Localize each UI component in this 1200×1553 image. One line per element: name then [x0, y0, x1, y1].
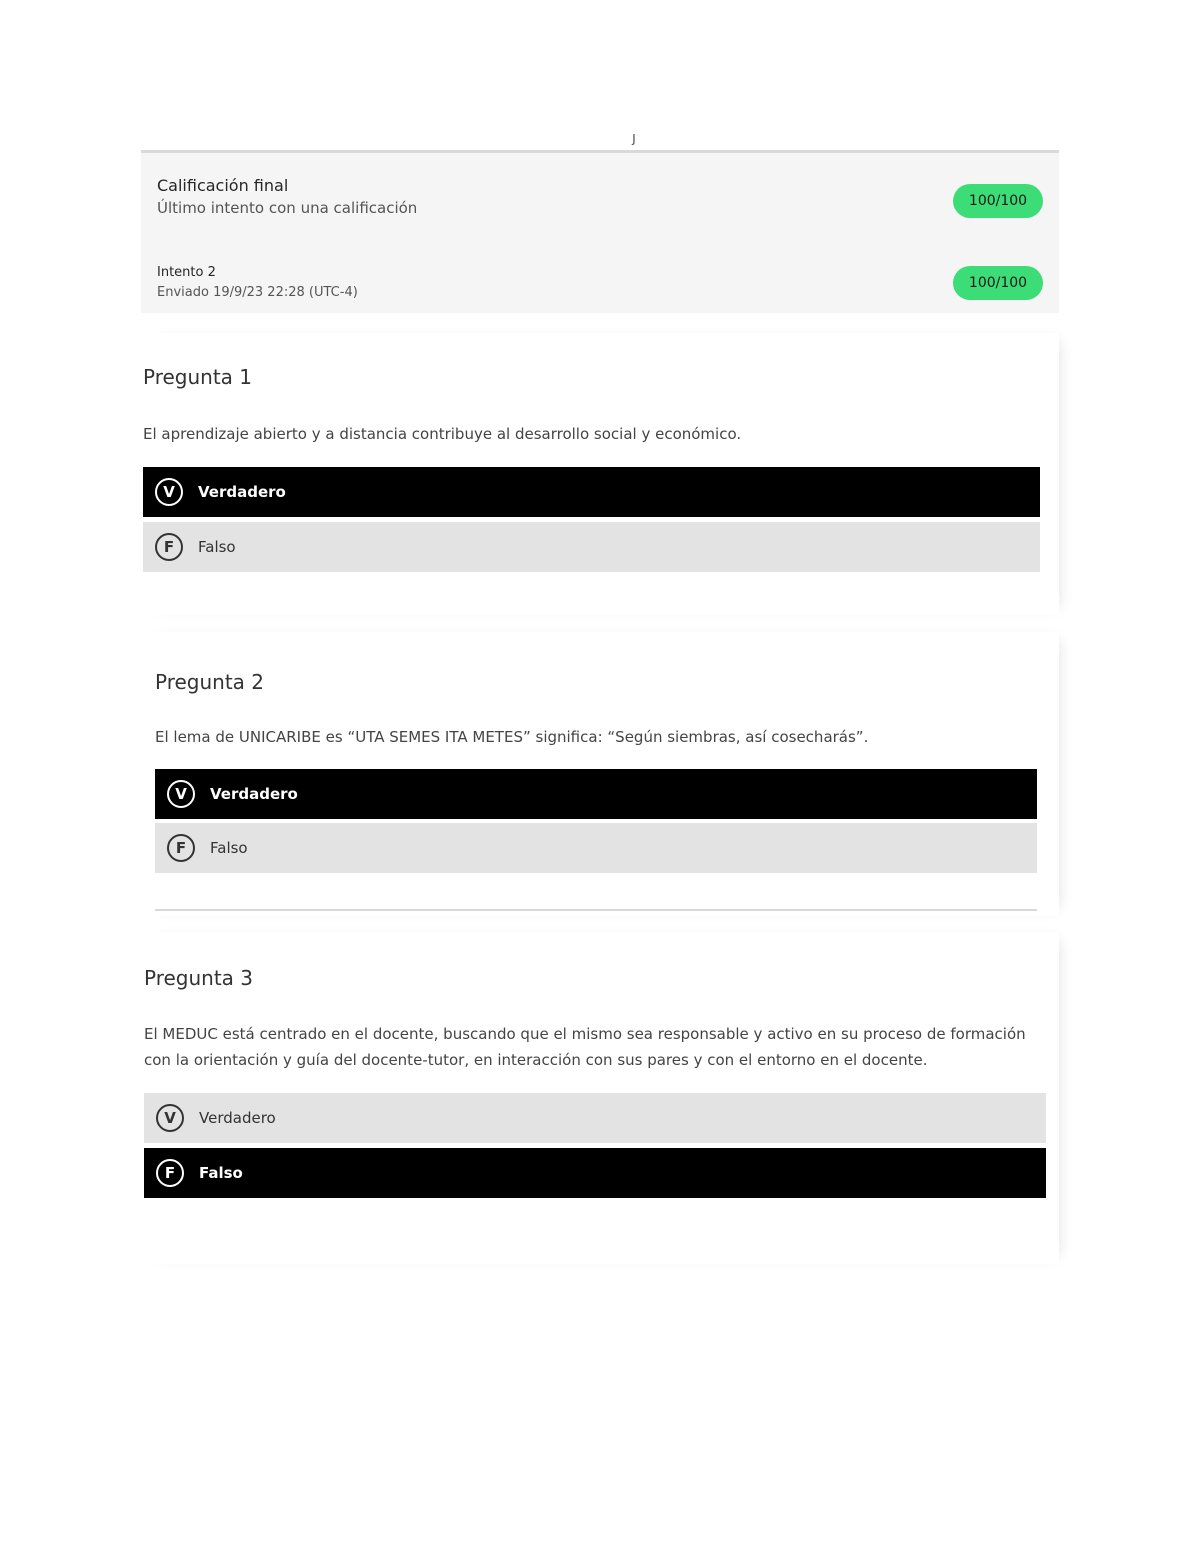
final-grade-subtitle: Último intento con una calificación — [157, 199, 418, 217]
option-label: Verdadero — [198, 483, 286, 501]
option-label: Falso — [199, 1164, 243, 1182]
f-letter-icon: F — [167, 834, 195, 862]
option-label: Verdadero — [199, 1109, 276, 1127]
option-label: Verdadero — [210, 785, 298, 803]
question-heading: Pregunta 3 — [144, 966, 254, 990]
question-heading: Pregunta 1 — [143, 365, 253, 389]
f-letter-icon: F — [155, 533, 183, 561]
v-letter-icon: V — [155, 478, 183, 506]
option-false[interactable] — [143, 522, 1040, 572]
v-letter-icon: V — [167, 780, 195, 808]
attempt-title: Intento 2 — [157, 265, 216, 280]
question-text: El MEDUC está centrado en el docente, buscando que el mismo sea responsable y activo en su proceso de formación con la orientación y guía del docente-tutor, en interacción con sus pares y con el entorno en el docente. — [144, 1025, 1026, 1069]
v-letter-icon: V — [156, 1104, 184, 1132]
question-card-2 — [141, 632, 1059, 916]
option-true[interactable] — [144, 1093, 1046, 1143]
f-letter-icon: F — [156, 1159, 184, 1187]
attempt-submitted-date: Enviado 19/9/23 22:28 (UTC-4) — [157, 285, 358, 300]
question-card-3 — [141, 932, 1059, 1264]
option-true[interactable] — [155, 769, 1037, 819]
grade-summary-panel — [141, 153, 1059, 313]
attempt-row[interactable] — [157, 263, 1043, 303]
final-grade-row — [157, 175, 1043, 225]
option-false[interactable] — [144, 1148, 1046, 1198]
final-grade-title: Calificación final — [157, 176, 289, 195]
question-card-1 — [141, 333, 1059, 615]
question-heading: Pregunta 2 — [155, 670, 265, 694]
attempt-score-badge: 100/100 — [953, 266, 1043, 300]
header-partial-glyph: ȷ — [632, 130, 636, 146]
final-score-badge: 100/100 — [953, 184, 1043, 218]
option-true[interactable] — [143, 467, 1040, 517]
question-text: El aprendizaje abierto y a distancia contribuye al desarrollo social y económico. — [143, 425, 742, 443]
option-label: Falso — [210, 839, 248, 857]
option-label: Falso — [198, 538, 236, 556]
option-false[interactable] — [155, 823, 1037, 873]
question-text: El lema de UNICARIBE es “UTA SEMES ITA METES” significa: “Según siembras, así cosecharás”. — [155, 728, 869, 746]
question-divider — [155, 909, 1037, 911]
